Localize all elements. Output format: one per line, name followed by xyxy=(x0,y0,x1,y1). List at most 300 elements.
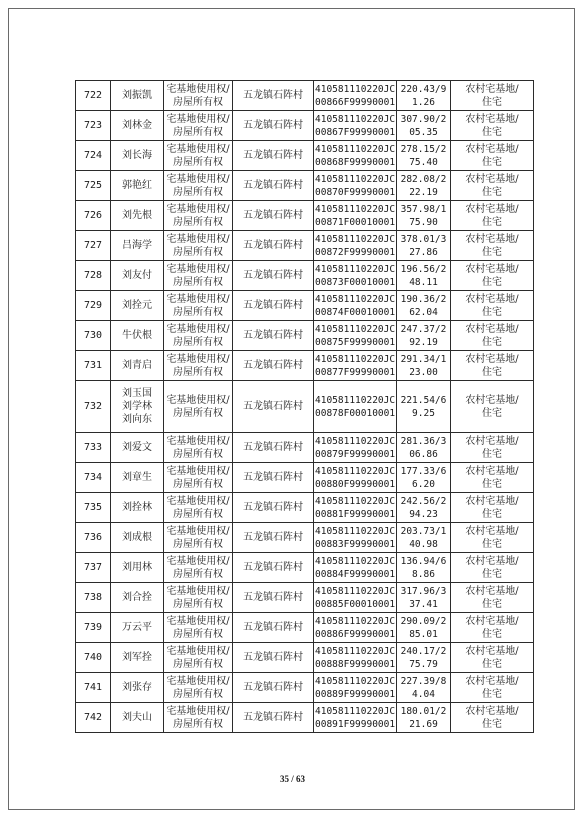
table-row xyxy=(76,703,534,733)
right-type-line: 宅基地使用权/ xyxy=(166,585,230,597)
land-use-line: 农村宅基地/ xyxy=(465,705,519,717)
area-line: 27.86 xyxy=(409,246,438,258)
right-type-line: 房屋所有权 xyxy=(173,216,223,228)
area-line: 48.11 xyxy=(409,276,438,288)
location-line: 五龙镇石阵村 xyxy=(243,240,303,251)
right-type-line: 宅基地使用权/ xyxy=(166,555,230,567)
unit-code-line: 00867F99990001 xyxy=(315,126,396,138)
owner-name xyxy=(111,291,164,321)
row-number xyxy=(76,553,111,583)
area-line: 22.19 xyxy=(409,186,438,198)
right-type-line: 宅基地使用权/ xyxy=(166,83,230,95)
location xyxy=(233,261,314,291)
row-number-line: 735 xyxy=(83,502,103,513)
land-use-line: 农村宅基地/ xyxy=(465,83,519,95)
area-line: 92.19 xyxy=(409,336,438,348)
owner-name-line: 刘军拴 xyxy=(122,652,152,663)
unit-code-line: 410581110220JC xyxy=(315,495,396,507)
area-line: 221.54/6 xyxy=(400,394,447,406)
land-use-line: 住宅 xyxy=(482,336,502,348)
owner-name-line: 刘向东 xyxy=(122,414,152,425)
right-type-line: 宅基地使用权/ xyxy=(166,143,230,155)
area-line: 75.40 xyxy=(409,156,438,168)
location-line: 五龙镇石阵村 xyxy=(243,472,303,483)
right-type xyxy=(164,493,233,523)
land-use-line: 住宅 xyxy=(482,538,502,550)
land-use-line: 农村宅基地/ xyxy=(465,495,519,507)
location xyxy=(233,381,314,433)
land-use xyxy=(451,261,534,291)
row-number-line: 729 xyxy=(83,300,103,311)
table-row xyxy=(76,171,534,201)
unit-code-line: 410581110220JC xyxy=(315,435,396,447)
area-line: 357.98/1 xyxy=(400,203,447,215)
owner-name xyxy=(111,523,164,553)
table-row xyxy=(76,291,534,321)
right-type-line: 宅基地使用权/ xyxy=(166,293,230,305)
owner-name xyxy=(111,613,164,643)
area-line: 307.90/2 xyxy=(400,113,447,125)
owner-name-line: 刘先根 xyxy=(122,210,152,221)
land-use xyxy=(451,291,534,321)
land-use-line: 住宅 xyxy=(482,688,502,700)
owner-name-line: 刘林金 xyxy=(122,120,152,131)
unit-code-line: 00872F99990001 xyxy=(315,246,396,258)
area-line: 136.94/6 xyxy=(400,555,447,567)
land-use xyxy=(451,463,534,493)
location-line: 五龙镇石阵村 xyxy=(243,180,303,191)
row-number xyxy=(76,291,111,321)
right-type-line: 宅基地使用权/ xyxy=(166,353,230,365)
area-line: 282.08/2 xyxy=(400,173,447,185)
row-number-line: 741 xyxy=(83,682,103,693)
location xyxy=(233,673,314,703)
right-type xyxy=(164,81,233,111)
land-use-line: 农村宅基地/ xyxy=(465,353,519,365)
land-use-line: 住宅 xyxy=(482,628,502,640)
unit-code-line: 00866F99990001 xyxy=(315,96,396,108)
table-row xyxy=(76,673,534,703)
owner-name-line: 刘拴林 xyxy=(122,502,152,513)
unit-code-line: 00881F99990001 xyxy=(315,508,396,520)
land-use-line: 住宅 xyxy=(482,508,502,520)
location-line: 五龙镇石阵村 xyxy=(243,330,303,341)
table-row xyxy=(76,553,534,583)
owner-name-line: 郭艳红 xyxy=(122,180,152,191)
land-use-line: 农村宅基地/ xyxy=(465,435,519,447)
owner-name xyxy=(111,433,164,463)
land-use xyxy=(451,141,534,171)
area-line: 196.56/2 xyxy=(400,263,447,275)
land-use xyxy=(451,493,534,523)
right-type xyxy=(164,433,233,463)
land-use-line: 住宅 xyxy=(482,598,502,610)
owner-name xyxy=(111,81,164,111)
area xyxy=(397,231,451,261)
area-line: 242.56/2 xyxy=(400,495,447,507)
row-number-line: 737 xyxy=(83,562,103,573)
unit-code-line: 00883F99990001 xyxy=(315,538,396,550)
right-type xyxy=(164,463,233,493)
unit-code-line: 00868F99990001 xyxy=(315,156,396,168)
land-use-line: 住宅 xyxy=(482,306,502,318)
location xyxy=(233,201,314,231)
right-type-line: 宅基地使用权/ xyxy=(166,705,230,717)
unit-code xyxy=(314,523,397,553)
row-number-line: 726 xyxy=(83,210,103,221)
row-number-line: 724 xyxy=(83,150,103,161)
area-line: 220.43/9 xyxy=(400,83,447,95)
row-number xyxy=(76,463,111,493)
unit-code-line: 00891F99990001 xyxy=(315,718,396,730)
table-row xyxy=(76,463,534,493)
unit-code-line: 00870F99990001 xyxy=(315,186,396,198)
right-type-line: 房屋所有权 xyxy=(173,246,223,258)
unit-code-line: 00879F99990001 xyxy=(315,448,396,460)
row-number-line: 742 xyxy=(83,712,103,723)
right-type-line: 宅基地使用权/ xyxy=(166,675,230,687)
row-number-line: 731 xyxy=(83,360,103,371)
area xyxy=(397,433,451,463)
area xyxy=(397,493,451,523)
row-number-line: 740 xyxy=(83,652,103,663)
owner-name-line: 刘章生 xyxy=(122,472,152,483)
unit-code-line: 00888F99990001 xyxy=(315,658,396,670)
area xyxy=(397,613,451,643)
area-line: 94.23 xyxy=(409,508,438,520)
right-type xyxy=(164,201,233,231)
unit-code-line: 410581110220JC xyxy=(315,203,396,215)
owner-name xyxy=(111,351,164,381)
right-type-line: 宅基地使用权/ xyxy=(166,394,230,406)
land-use xyxy=(451,523,534,553)
row-number xyxy=(76,351,111,381)
land-use-line: 农村宅基地/ xyxy=(465,143,519,155)
unit-code-line: 410581110220JC xyxy=(315,83,396,95)
row-number xyxy=(76,141,111,171)
area-line: 1.26 xyxy=(412,96,435,108)
row-number xyxy=(76,231,111,261)
unit-code xyxy=(314,291,397,321)
owner-name xyxy=(111,553,164,583)
land-use xyxy=(451,81,534,111)
location xyxy=(233,141,314,171)
row-number-line: 736 xyxy=(83,532,103,543)
right-type-line: 房屋所有权 xyxy=(173,96,223,108)
right-type-line: 房屋所有权 xyxy=(173,688,223,700)
row-number xyxy=(76,493,111,523)
location-line: 五龙镇石阵村 xyxy=(243,442,303,453)
row-number xyxy=(76,171,111,201)
right-type xyxy=(164,703,233,733)
table-row xyxy=(76,643,534,673)
area-line: 75.90 xyxy=(409,216,438,228)
location-line: 五龙镇石阵村 xyxy=(243,90,303,101)
unit-code xyxy=(314,231,397,261)
unit-code xyxy=(314,201,397,231)
area xyxy=(397,703,451,733)
unit-code-line: 410581110220JC xyxy=(315,353,396,365)
table-row xyxy=(76,351,534,381)
unit-code-line: 410581110220JC xyxy=(315,143,396,155)
right-type xyxy=(164,613,233,643)
row-number xyxy=(76,523,111,553)
right-type-line: 房屋所有权 xyxy=(173,126,223,138)
area-line: 23.00 xyxy=(409,366,438,378)
area-line: 21.69 xyxy=(409,718,438,730)
area xyxy=(397,463,451,493)
unit-code xyxy=(314,351,397,381)
table-row xyxy=(76,141,534,171)
row-number-line: 733 xyxy=(83,442,103,453)
area-line: 75.79 xyxy=(409,658,438,670)
location xyxy=(233,613,314,643)
owner-name xyxy=(111,111,164,141)
row-number-line: 727 xyxy=(83,240,103,251)
right-type-line: 宅基地使用权/ xyxy=(166,113,230,125)
land-use-line: 住宅 xyxy=(482,156,502,168)
right-type-line: 宅基地使用权/ xyxy=(166,615,230,627)
owner-name xyxy=(111,703,164,733)
area-line: 291.34/1 xyxy=(400,353,447,365)
location-line: 五龙镇石阵村 xyxy=(243,562,303,573)
owner-name-line: 万云平 xyxy=(122,622,152,633)
row-number xyxy=(76,321,111,351)
right-type xyxy=(164,111,233,141)
owner-name xyxy=(111,583,164,613)
area xyxy=(397,141,451,171)
owner-name xyxy=(111,171,164,201)
right-type xyxy=(164,381,233,433)
table-row xyxy=(76,321,534,351)
area xyxy=(397,523,451,553)
owner-name xyxy=(111,643,164,673)
land-use-line: 农村宅基地/ xyxy=(465,173,519,185)
land-use-line: 住宅 xyxy=(482,478,502,490)
right-type xyxy=(164,673,233,703)
right-type-line: 宅基地使用权/ xyxy=(166,173,230,185)
location-line: 五龙镇石阵村 xyxy=(243,622,303,633)
right-type-line: 房屋所有权 xyxy=(173,658,223,670)
land-use-line: 农村宅基地/ xyxy=(465,293,519,305)
row-number xyxy=(76,583,111,613)
land-use xyxy=(451,321,534,351)
land-use-line: 农村宅基地/ xyxy=(465,555,519,567)
area-line: 240.17/2 xyxy=(400,645,447,657)
area-line: 4.04 xyxy=(412,688,435,700)
owner-name-line: 刘合拴 xyxy=(122,592,152,603)
unit-code-line: 410581110220JC xyxy=(315,293,396,305)
right-type xyxy=(164,643,233,673)
table-row xyxy=(76,583,534,613)
area xyxy=(397,81,451,111)
right-type-line: 房屋所有权 xyxy=(173,598,223,610)
unit-code-line: 410581110220JC xyxy=(315,525,396,537)
row-number-line: 722 xyxy=(83,90,103,101)
area-line: 378.01/3 xyxy=(400,233,447,245)
area xyxy=(397,351,451,381)
location xyxy=(233,703,314,733)
land-use-line: 农村宅基地/ xyxy=(465,233,519,245)
land-use xyxy=(451,381,534,433)
area-line: 62.04 xyxy=(409,306,438,318)
location-line: 五龙镇石阵村 xyxy=(243,210,303,221)
unit-code xyxy=(314,433,397,463)
location xyxy=(233,231,314,261)
location xyxy=(233,291,314,321)
owner-name-line: 刘友付 xyxy=(122,270,152,281)
land-use-line: 农村宅基地/ xyxy=(465,645,519,657)
page-number: 35 / 63 xyxy=(279,774,305,784)
land-use-line: 农村宅基地/ xyxy=(465,323,519,335)
owner-name-line: 刘学林 xyxy=(122,401,152,412)
table-row xyxy=(76,523,534,553)
land-use-line: 住宅 xyxy=(482,366,502,378)
location-line: 五龙镇石阵村 xyxy=(243,682,303,693)
right-type-line: 房屋所有权 xyxy=(173,336,223,348)
land-use xyxy=(451,553,534,583)
area xyxy=(397,673,451,703)
right-type-line: 宅基地使用权/ xyxy=(166,323,230,335)
location xyxy=(233,171,314,201)
owner-name-line: 牛伏根 xyxy=(122,330,152,341)
row-number-line: 734 xyxy=(83,472,103,483)
row-number-line: 723 xyxy=(83,120,103,131)
area-line: 190.36/2 xyxy=(400,293,447,305)
area-line: 281.36/3 xyxy=(400,435,447,447)
land-use-line: 农村宅基地/ xyxy=(465,203,519,215)
right-type-line: 房屋所有权 xyxy=(173,538,223,550)
right-type-line: 宅基地使用权/ xyxy=(166,645,230,657)
owner-name-line: 吕海学 xyxy=(122,240,152,251)
row-number xyxy=(76,81,111,111)
land-use-line: 住宅 xyxy=(482,448,502,460)
land-use xyxy=(451,613,534,643)
unit-code xyxy=(314,493,397,523)
row-number xyxy=(76,643,111,673)
land-use-line: 农村宅基地/ xyxy=(465,585,519,597)
owner-name-line: 刘长海 xyxy=(122,150,152,161)
land-use xyxy=(451,111,534,141)
land-use-line: 住宅 xyxy=(482,246,502,258)
right-type-line: 房屋所有权 xyxy=(173,448,223,460)
unit-code-line: 00873F00010001 xyxy=(315,276,396,288)
owner-name-line: 刘成根 xyxy=(122,532,152,543)
row-number-line: 739 xyxy=(83,622,103,633)
land-use-line: 农村宅基地/ xyxy=(465,615,519,627)
land-use xyxy=(451,201,534,231)
land-use-line: 住宅 xyxy=(482,96,502,108)
right-type xyxy=(164,261,233,291)
unit-code-line: 00874F00010001 xyxy=(315,306,396,318)
row-number xyxy=(76,381,111,433)
row-number xyxy=(76,433,111,463)
location-line: 五龙镇石阵村 xyxy=(243,652,303,663)
unit-code-line: 00878F00010001 xyxy=(315,407,396,419)
land-use-line: 农村宅基地/ xyxy=(465,525,519,537)
row-number xyxy=(76,613,111,643)
location xyxy=(233,463,314,493)
owner-name-line: 刘用林 xyxy=(122,562,152,573)
location xyxy=(233,583,314,613)
unit-code xyxy=(314,673,397,703)
land-use xyxy=(451,583,534,613)
row-number-line: 738 xyxy=(83,592,103,603)
unit-code-line: 410581110220JC xyxy=(315,555,396,567)
land-use-line: 农村宅基地/ xyxy=(465,675,519,687)
location-line: 五龙镇石阵村 xyxy=(243,502,303,513)
land-use xyxy=(451,433,534,463)
area-line: 40.98 xyxy=(409,538,438,550)
unit-code xyxy=(314,141,397,171)
row-number-line: 728 xyxy=(83,270,103,281)
unit-code-line: 00886F99990001 xyxy=(315,628,396,640)
right-type-line: 房屋所有权 xyxy=(173,718,223,730)
unit-code-line: 410581110220JC xyxy=(315,705,396,717)
unit-code-line: 410581110220JC xyxy=(315,173,396,185)
land-use-line: 农村宅基地/ xyxy=(465,394,519,406)
area-line: 8.86 xyxy=(412,568,435,580)
unit-code xyxy=(314,613,397,643)
right-type xyxy=(164,171,233,201)
area-line: 37.41 xyxy=(409,598,438,610)
land-use xyxy=(451,171,534,201)
location-line: 五龙镇石阵村 xyxy=(243,360,303,371)
area-line: 9.25 xyxy=(412,407,435,419)
unit-code-line: 410581110220JC xyxy=(315,615,396,627)
land-use-line: 住宅 xyxy=(482,658,502,670)
unit-code xyxy=(314,643,397,673)
owner-name-line: 刘爱文 xyxy=(122,442,152,453)
area-line: 290.09/2 xyxy=(400,615,447,627)
area xyxy=(397,643,451,673)
land-use xyxy=(451,231,534,261)
owner-name xyxy=(111,231,164,261)
right-type xyxy=(164,583,233,613)
land-use-line: 住宅 xyxy=(482,276,502,288)
unit-code-line: 00889F99990001 xyxy=(315,688,396,700)
area-line: 06.86 xyxy=(409,448,438,460)
unit-code xyxy=(314,463,397,493)
land-use xyxy=(451,351,534,381)
area xyxy=(397,381,451,433)
right-type-line: 宅基地使用权/ xyxy=(166,263,230,275)
location xyxy=(233,321,314,351)
area-line: 247.37/2 xyxy=(400,323,447,335)
location-line: 五龙镇石阵村 xyxy=(243,401,303,412)
unit-code xyxy=(314,583,397,613)
right-type-line: 房屋所有权 xyxy=(173,478,223,490)
table-row xyxy=(76,493,534,523)
owner-name xyxy=(111,493,164,523)
row-number xyxy=(76,111,111,141)
land-use xyxy=(451,673,534,703)
table-row xyxy=(76,613,534,643)
unit-code-line: 410581110220JC xyxy=(315,113,396,125)
right-type-line: 房屋所有权 xyxy=(173,306,223,318)
right-type xyxy=(164,553,233,583)
area-line: 05.35 xyxy=(409,126,438,138)
location xyxy=(233,553,314,583)
owner-name xyxy=(111,321,164,351)
unit-code-line: 00884F99990001 xyxy=(315,568,396,580)
right-type xyxy=(164,291,233,321)
right-type-line: 房屋所有权 xyxy=(173,568,223,580)
right-type-line: 房屋所有权 xyxy=(173,276,223,288)
right-type-line: 房屋所有权 xyxy=(173,407,223,419)
right-type-line: 房屋所有权 xyxy=(173,508,223,520)
right-type-line: 宅基地使用权/ xyxy=(166,435,230,447)
